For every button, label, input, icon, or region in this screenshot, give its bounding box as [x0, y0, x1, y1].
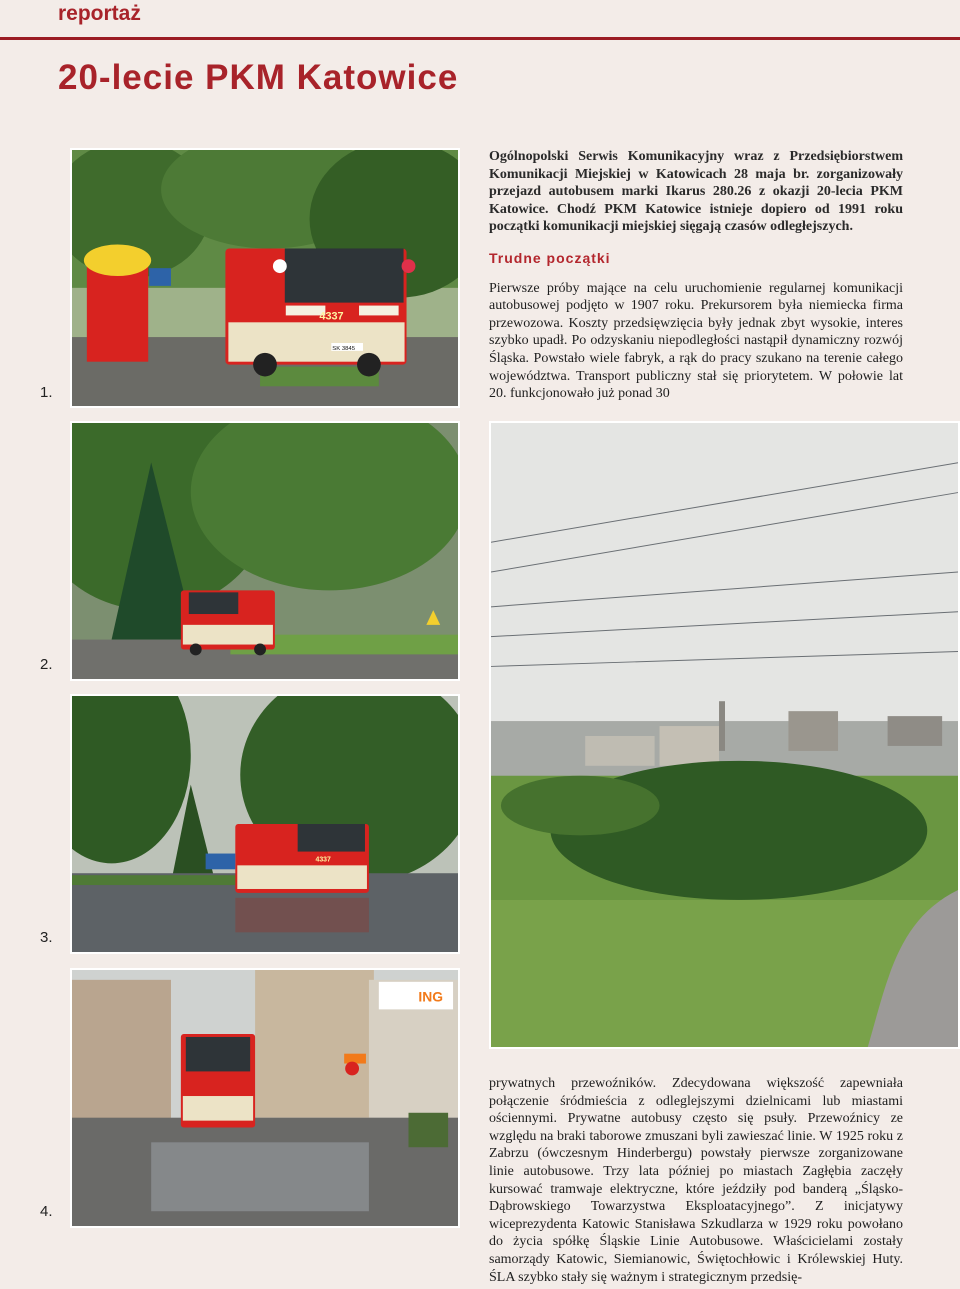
paragraph-1: Pierwsze próby mające na celu uruchomienie regularnej komunikacji autobusowej podjęto w 1907 roku. Prekursorem była niemiecka firma przewozowa. Koszty przedsięwzięcia były jednak zbyt wysokie, interes szybko upadł. Po odzyskaniu niepodległości nastąpił dynamiczny rozwój Śląska. Powstało wiele fabryk, a rąk do pracy szukano na terenie całego województwa. Transport publiczny stał się priorytetem. W połowie lat 20. funkcjonowało już ponad 30: [489, 280, 903, 402]
photo-1-bus-number: 4337: [319, 310, 344, 323]
figure-number-2: 2.: [40, 656, 53, 673]
photo-1-bus-at-stop: [70, 148, 460, 408]
figure-number-4: 4.: [40, 1203, 53, 1220]
photo-4-ing-sign: ING: [418, 988, 444, 1005]
header-rule: [0, 37, 960, 40]
photo-landscape-view: [489, 421, 960, 1049]
figure-number-3: 3.: [40, 929, 53, 946]
page-title: 20-lecie PKM Katowice: [58, 58, 459, 97]
photo-3-bus-wet-road: [70, 694, 460, 954]
section-label: reportaż: [58, 2, 141, 25]
lead-paragraph: Ogólnopolski Serwis Komunikacyjny wraz z Przedsiębiorstwem Komunikacji Miejskiej w Katowicach 28 maja br. zorganizowały przejazd autobusem marki Ikarus 280.26 z okazji 20-lecia PKM Katowice. Chodź PKM Katowice istnieje dopiero od 1991 roku początki komunikacji miejskiej sięgają czasów odległejszych.: [489, 149, 903, 235]
figure-number-1: 1.: [40, 384, 53, 401]
photo-2-bus-in-park: [70, 421, 460, 681]
subheading: Trudne początki: [489, 249, 611, 266]
paragraph-2: prywatnych przewoźników. Zdecydowana większość zapewniała połączenie śródmieścia z odleglejszymi dzielnicami lub miastami ościennymi. Prywatne autobusy często się psuły. Przewoźnicy ze względu na braki taborowe zmuszani byli zawieszać linie. W 1925 roku z Zabrzu (ówczesnym Hinderbergu) powstały pierwsze zorganizowane linie autobusowe. Trzy lata później po miastach Zagłębia zaczęły kursować tramwaje elektryczne, które jeździły pod banderą „Śląsko-Dąbrowskiego Towarzystwa Eksploatacyjnego”. Z inicjatywy wiceprezydenta Katowic Stanisława Szkudlarza w 1929 roku powołano do życia spółkę Śląskie Linie Autobusowe. Właścicielami zostały samorządy Katowic, Siemianowic, Świętochłowic i Królewskiej Huty. ŚLA szybko stały się ważnym i strategicznym przedsię-: [489, 1076, 903, 1285]
photo-3-bus-number: 4337: [315, 856, 331, 864]
article-column-top: [489, 148, 903, 403]
article-column-bottom: [489, 1075, 903, 1286]
photo-1-plate: SK 3845: [332, 345, 356, 352]
photo-4-bus-town-street: [70, 968, 460, 1228]
